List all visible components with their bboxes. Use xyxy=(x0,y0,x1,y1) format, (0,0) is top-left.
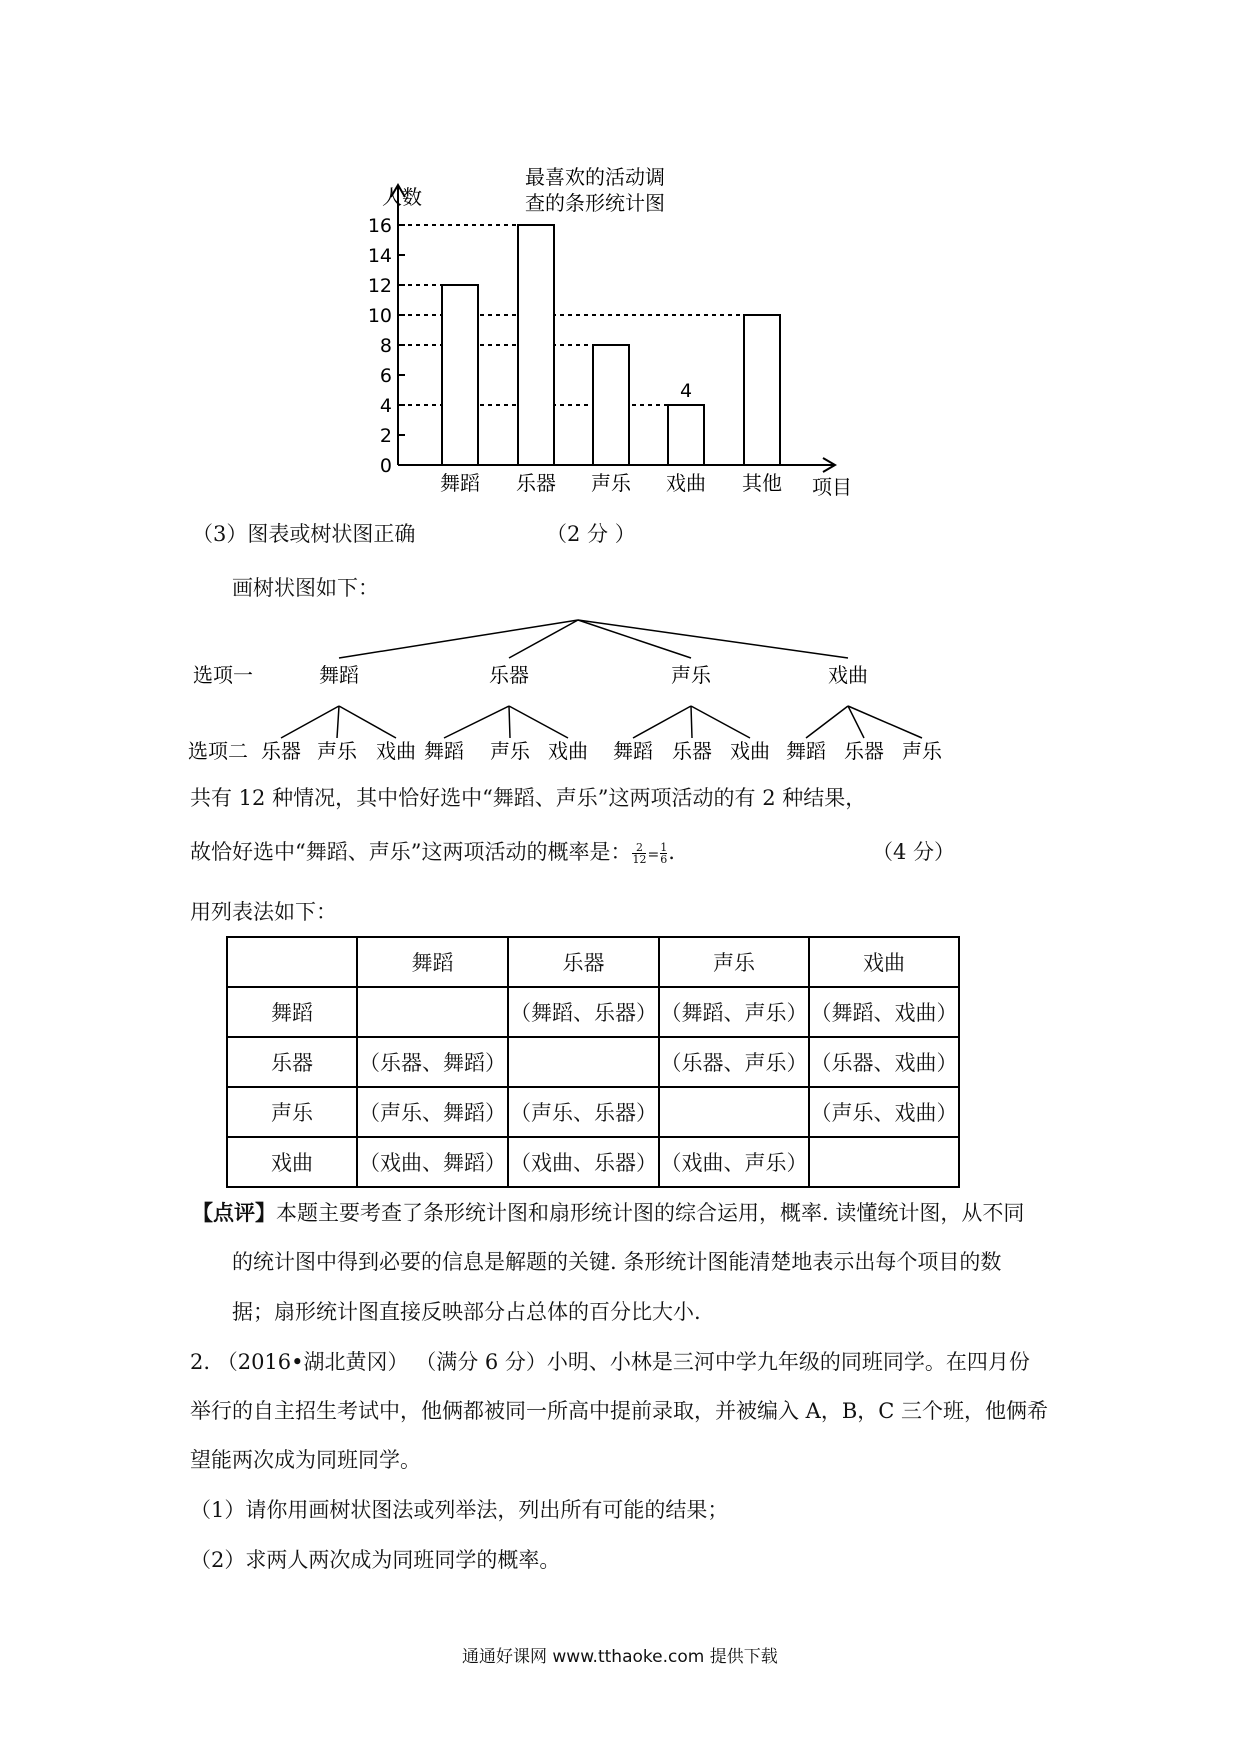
table-cell: （声乐、戏曲） xyxy=(809,1087,959,1137)
table-cell: （戏曲、乐器） xyxy=(508,1137,659,1187)
y-tick-label: 16 xyxy=(367,215,392,237)
table-cell: 舞蹈 xyxy=(227,987,357,1037)
x-axis-label: 项目 xyxy=(812,475,852,499)
tree-node-level1: 乐器 xyxy=(489,663,529,687)
table-row xyxy=(227,987,959,1037)
x-tick-label: 舞蹈 xyxy=(440,471,480,495)
y-tick-label: 10 xyxy=(367,305,392,327)
tree-node-level2: 舞蹈 xyxy=(424,739,464,763)
fraction-2-12 xyxy=(632,842,646,865)
fraction-1-6 xyxy=(660,842,667,865)
table-cell: （戏曲、声乐） xyxy=(659,1137,809,1187)
table-cell: （舞蹈、乐器） xyxy=(508,987,659,1037)
comment-label: 【点评】 xyxy=(192,1200,276,1225)
x-tick-label: 其他 xyxy=(742,471,782,495)
tree-node-level1: 舞蹈 xyxy=(319,663,359,687)
table-cell: 声乐 xyxy=(227,1087,357,1137)
y-tick-label: 12 xyxy=(367,275,392,297)
fraction2-numerator: 1 xyxy=(660,841,668,854)
x-tick-label: 乐器 xyxy=(516,471,556,495)
tree-labels xyxy=(188,663,943,763)
comment-line3: 据；扇形统计图直接反映部分占总体的百分比大小. xyxy=(232,1300,701,1324)
table-row xyxy=(227,1087,959,1137)
table-cell: （乐器、戏曲） xyxy=(809,1037,959,1087)
bar-舞蹈 xyxy=(442,285,478,465)
table-cell: （声乐、乐器） xyxy=(508,1087,659,1137)
table-cell: （舞蹈、戏曲） xyxy=(809,987,959,1037)
chart-title-line: 最喜欢的活动调 xyxy=(525,165,665,189)
table-cell: （戏曲、舞蹈） xyxy=(357,1137,508,1187)
combination-table xyxy=(226,936,960,1188)
bar-乐器 xyxy=(518,225,554,465)
bar-其他 xyxy=(744,315,780,465)
result-line2 xyxy=(190,838,675,869)
fraction1-denominator: 12 xyxy=(632,853,647,866)
tree-edge xyxy=(339,706,396,738)
table-cell: （乐器、声乐） xyxy=(659,1037,809,1087)
comment-line2: 的统计图中得到必要的信息是解题的关键. 条形统计图能清楚地表示出每个项目的数 xyxy=(232,1250,1002,1274)
y-tick-label: 14 xyxy=(367,245,392,267)
problem2-line1: 2. （2016•湖北黄冈） （满分 6 分）小明、小林是三河中学九年级的同班同学。在四月份 xyxy=(190,1350,1030,1374)
problem2-line2: 举行的自主招生考试中，他俩都被同一所高中提前录取，并被编入 A，B，C 三个班，他俩希 xyxy=(190,1399,1049,1423)
bar-data-label: 4 xyxy=(679,380,693,402)
tree-node-level2: 戏曲 xyxy=(730,739,770,763)
tree-edge xyxy=(281,706,339,738)
tree-edge xyxy=(578,620,848,658)
tree-level2-label: 选项二 xyxy=(188,739,248,763)
table-header-cell: 戏曲 xyxy=(809,937,959,987)
table-row xyxy=(227,1137,959,1187)
table-header-cell: 声乐 xyxy=(659,937,809,987)
tree-edge xyxy=(509,706,568,738)
tree-edge xyxy=(848,706,922,738)
tree-node-level2: 戏曲 xyxy=(376,739,416,763)
tree-node-level2: 乐器 xyxy=(844,739,884,763)
tree-edge xyxy=(848,706,864,738)
equals-sign: = xyxy=(647,847,660,863)
x-tick-label: 戏曲 xyxy=(666,471,706,495)
table-cell: （舞蹈、声乐） xyxy=(659,987,809,1037)
table-cell: （乐器、舞蹈） xyxy=(357,1037,508,1087)
bar-戏曲 xyxy=(668,405,704,465)
table-row xyxy=(227,1037,959,1087)
chart-title-line: 查的条形统计图 xyxy=(525,191,665,215)
problem2-question1: （1）请你用画树状图法或列举法，列出所有可能的结果； xyxy=(190,1498,729,1522)
page-footer: 通通好课网 www.tthaoke.com 提供下载 xyxy=(462,1647,778,1667)
tree-level1-label: 选项一 xyxy=(193,663,253,687)
table-header-cell xyxy=(227,937,357,987)
table-header-cell: 乐器 xyxy=(508,937,659,987)
tree-diagram xyxy=(0,600,1240,770)
problem2-question2: （2）求两人两次成为同班同学的概率。 xyxy=(190,1548,561,1572)
tree-edge xyxy=(806,706,848,738)
table-cell xyxy=(357,987,508,1037)
table-header-row xyxy=(227,937,959,987)
tree-node-level2: 声乐 xyxy=(490,739,530,763)
table-cell: （声乐、舞蹈） xyxy=(357,1087,508,1137)
table-cell xyxy=(659,1087,809,1137)
comment-line1 xyxy=(192,1199,1024,1227)
tree-edge xyxy=(691,706,692,738)
section3-heading: （3）图表或树状图正确 xyxy=(192,522,416,546)
tree-node-level2: 戏曲 xyxy=(548,739,588,763)
table-cell: 戏曲 xyxy=(227,1137,357,1187)
table-cell xyxy=(508,1037,659,1087)
table-cell: 乐器 xyxy=(227,1037,357,1087)
result-line2-suffix: . xyxy=(668,840,675,864)
table-header-cell: 舞蹈 xyxy=(357,937,508,987)
tree-node-level2: 舞蹈 xyxy=(786,739,826,763)
comment-text-1: 本题主要考查了条形统计图和扇形统计图的综合运用，概率. 读懂统计图，从不同 xyxy=(276,1201,1025,1225)
result-line1: 共有 12 种情况，其中恰好选中“舞蹈、声乐”这两项活动的有 2 种结果， xyxy=(190,786,867,810)
tree-intro: 画树状图如下： xyxy=(232,576,379,600)
tree-edge xyxy=(337,706,339,738)
x-tick-label: 声乐 xyxy=(591,471,631,495)
result-score: （4 分） xyxy=(872,840,956,864)
tree-node-level2: 声乐 xyxy=(317,739,357,763)
chart-bars xyxy=(442,225,780,465)
tree-node-level2: 舞蹈 xyxy=(613,739,653,763)
tree-node-level2: 乐器 xyxy=(672,739,712,763)
y-tick-label: 4 xyxy=(379,395,392,417)
fraction2-denominator: 6 xyxy=(660,853,668,866)
result-line2-prefix: 故恰好选中“舞蹈、声乐”这两项活动的概率是： xyxy=(190,840,632,864)
tree-node-level1: 声乐 xyxy=(671,663,711,687)
bar-chart xyxy=(0,0,1240,520)
y-tick-label: 8 xyxy=(379,335,392,357)
tree-edge xyxy=(444,706,509,738)
bar-声乐 xyxy=(593,345,629,465)
tree-edge xyxy=(691,706,750,738)
tree-branch-lines xyxy=(281,620,922,738)
y-axis-label: 人数 xyxy=(382,185,422,209)
chart-title xyxy=(525,165,665,215)
tree-node-level2: 声乐 xyxy=(902,739,942,763)
tree-node-level2: 乐器 xyxy=(261,739,301,763)
y-tick-label: 0 xyxy=(379,455,392,477)
y-tick-label: 2 xyxy=(379,425,392,447)
problem2-line3: 望能两次成为同班同学。 xyxy=(190,1448,421,1472)
tree-edge xyxy=(509,706,510,738)
table-cell xyxy=(809,1137,959,1187)
section3-score: （2 分 ） xyxy=(546,522,636,546)
y-tick-label: 6 xyxy=(379,365,392,387)
tree-node-level1: 戏曲 xyxy=(828,663,868,687)
tree-edge xyxy=(633,706,691,738)
tree-edge xyxy=(578,620,691,658)
table-intro: 用列表法如下： xyxy=(190,900,337,924)
fraction1-numerator: 2 xyxy=(632,842,646,854)
